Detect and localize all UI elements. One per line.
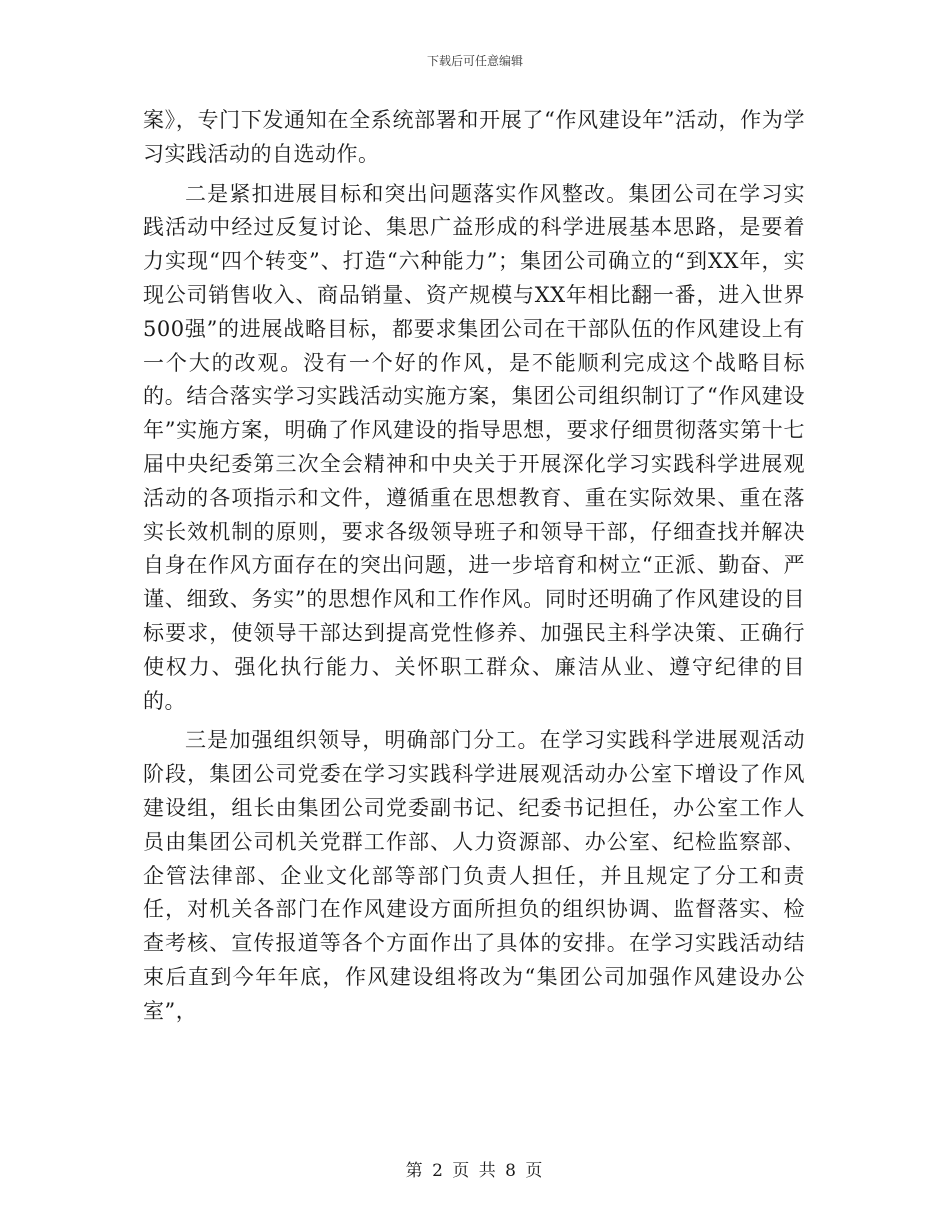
document-body [143,104,805,1035]
page-number: 第 2 页 共 8 页 [405,1161,545,1181]
paragraph-3: 三是加强组织领导，明确部门分工。在学习实践科学进展观活动阶段，集团公司党委在学习实践科学进展观活动办公室下增设了作风建设组，组长由集团公司党委副书记、纪委书记担任，办公室工作人员由集团公司机关党群工作部、人力资源部、办公室、纪检监察部、企管法律部、企业文化部等部门负责人担任，并且规定了分工和责任，对机关各部门在作风建设方面所担负的组织协调、监督落实、检查考核、宣传报道等各个方面作出了具体的安排。在学习实践活动结束后直到今年年底，作风建设组将改为“集团公司加强作风建设办公室”， [143,728,805,1023]
paragraph-2: 二是紧扣进展目标和突出问题落实作风整改。集团公司在学习实践活动中经过反复讨论、集思广益形成的科学进展基本思路，是要着力实现“四个转变”、打造“六种能力”；集团公司确立的“到XX年，实现公司销售收入、商品销量、资产规模与XX年相比翻一番，进入世界500强”的进展战略目标，都要求集团公司在干部队伍的作风建设上有一个大的改观。没有一个好的作风，是不能顺利完成这个战略目标的。结合落实学习实践活动实施方案，集团公司组织制订了“作风建设年”实施方案，明确了作风建设的指导思想，要求仔细贯彻落实第十七届中央纪委第三次全会精神和中央关于开展深化学习实践科学进展观活动的各项指示和文件，遵循重在思想教育、重在实际效果、重在落实长效机制的原则，要求各级领导班子和领导干部，仔细查找并解决自身在作风方面存在的突出问题，进一步培育和树立“正派、勤奋、严谨、细致、务实”的思想作风和工作作风。同时还明确了作风建设的目标要求，使领导干部达到提高党性修养、加强民主科学决策、正确行使权力、强化执行能力、关怀职工群众、廉洁从业、遵守纪律的目的。 [143,181,805,713]
page-header: 下载后可任意编辑 [426,54,523,68]
paragraph-1: 案》，专门下发通知在全系统部署和开展了“作风建设年”活动，作为学习实践活动的自选动作。 [143,108,805,166]
